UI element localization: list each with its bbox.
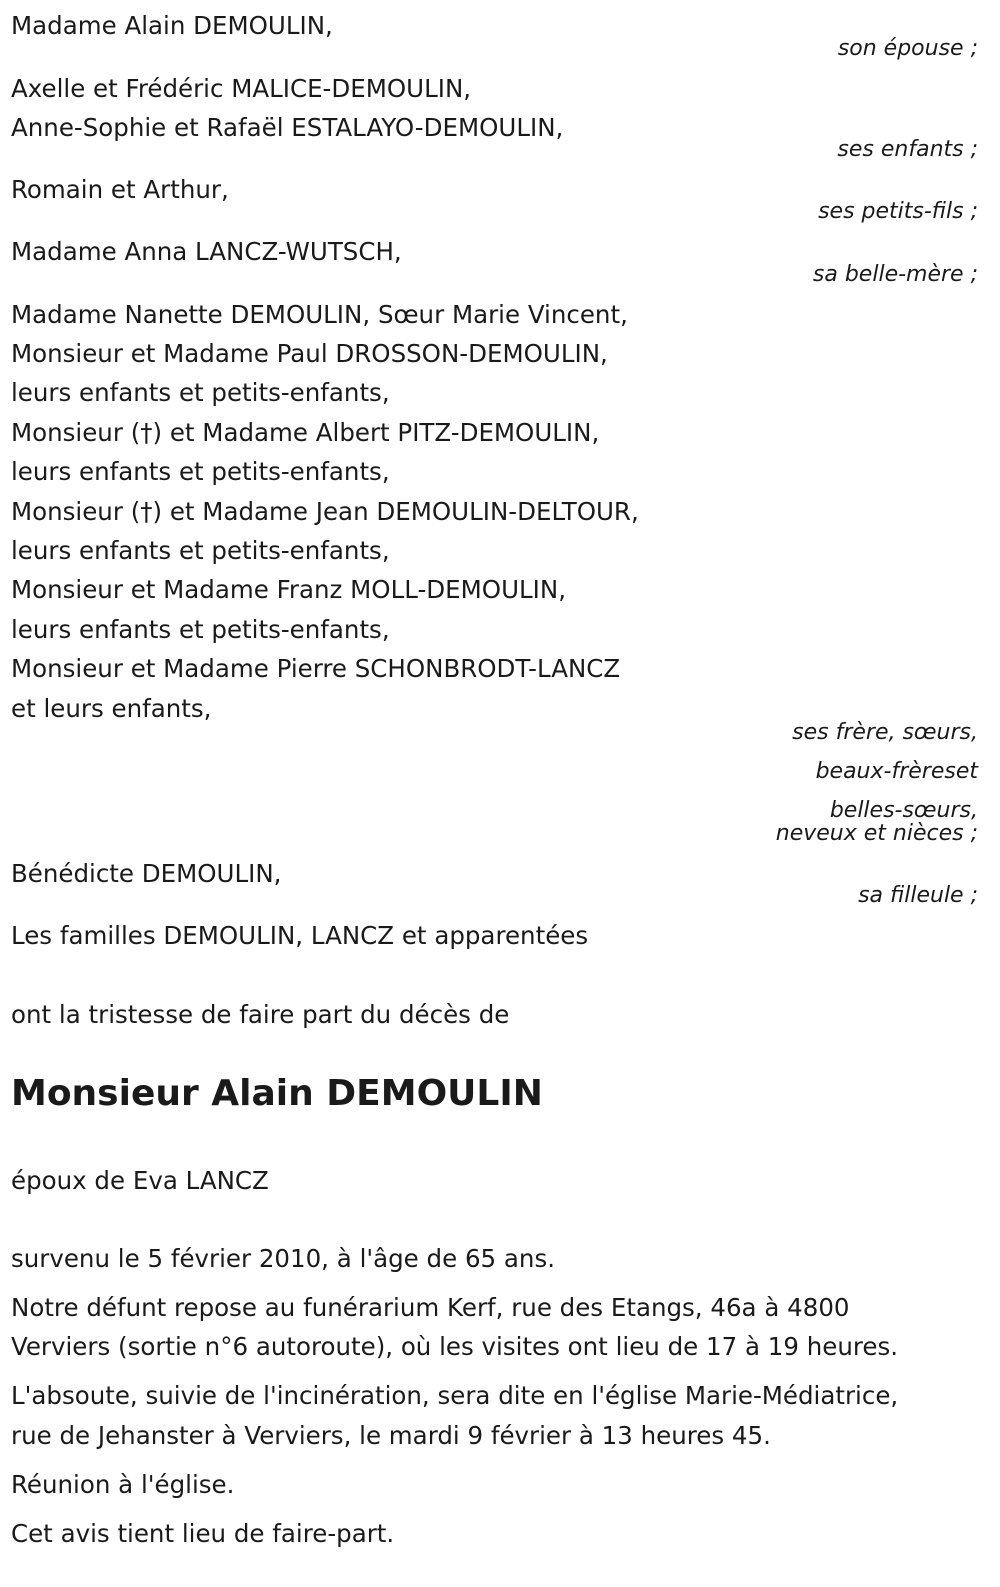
repose-line-1: Notre défunt repose au funérarium Kerf, rue des Etangs, 46a à 4800 — [11, 1293, 850, 1322]
notice-line: Cet avis tient lieu de faire-part. — [11, 1519, 395, 1548]
children-line-1: Axelle et Frédéric MALICE-DEMOULIN, — [11, 74, 472, 103]
goddaughter-line: Bénédicte DEMOULIN, — [11, 859, 282, 888]
death-info: survenu le 5 février 2010, à l'âge de 65 ans. — [11, 1244, 556, 1273]
children-role: ses enfants ; — [837, 137, 978, 162]
repose-line-2: Verviers (sortie n°6 autoroute), où les visites ont lieu de 17 à 19 heures. — [11, 1332, 899, 1361]
sibling-line: et leurs enfants, — [11, 694, 212, 723]
sibling-line: leurs enfants et petits-enfants, — [11, 615, 390, 644]
grandchildren-role: ses petits-fils ; — [818, 199, 978, 224]
sibling-line: leurs enfants et petits-enfants, — [11, 378, 390, 407]
announcement-intro: ont la tristesse de faire part du décès de — [11, 1000, 510, 1029]
families-line: Les familles DEMOULIN, LANCZ et apparentées — [11, 921, 589, 950]
sibling-line: Monsieur et Madame Pierre SCHONBRODT-LANCZ — [11, 654, 621, 683]
motherinlaw-role: sa belle-mère ; — [812, 262, 978, 287]
sibling-line: Madame Nanette DEMOULIN, Sœur Marie Vincent, — [11, 300, 628, 329]
deceased-name: Monsieur Alain DEMOULIN — [11, 1073, 543, 1114]
children-line-2: Anne-Sophie et Rafaël ESTALAYO-DEMOULIN, — [11, 113, 564, 142]
siblings-role: belles-sœurs, — [829, 798, 978, 823]
spouse-of: époux de Eva LANCZ — [11, 1166, 269, 1195]
motherinlaw-line: Madame Anna LANCZ-WUTSCH, — [11, 237, 402, 266]
sibling-line: leurs enfants et petits-enfants, — [11, 457, 390, 486]
siblings-role: neveux et nièces ; — [775, 821, 978, 846]
grandchildren-line: Romain et Arthur, — [11, 175, 229, 204]
spouse-line: Madame Alain DEMOULIN, — [11, 11, 333, 40]
siblings-role: ses frère, sœurs, — [792, 720, 978, 745]
goddaughter-role: sa filleule ; — [858, 883, 978, 908]
meeting-line: Réunion à l'église. — [11, 1470, 235, 1499]
sibling-line: leurs enfants et petits-enfants, — [11, 536, 390, 565]
ceremony-line-1: L'absoute, suivie de l'incinération, sera dite en l'église Marie-Médiatrice, — [11, 1381, 899, 1410]
sibling-line: Monsieur et Madame Paul DROSSON-DEMOULIN, — [11, 339, 608, 368]
siblings-role: beaux-frèreset — [815, 759, 978, 784]
spouse-role: son épouse ; — [837, 36, 978, 61]
sibling-line: Monsieur (†) et Madame Albert PITZ-DEMOULIN, — [11, 418, 600, 447]
sibling-line: Monsieur et Madame Franz MOLL-DEMOULIN, — [11, 575, 566, 604]
ceremony-line-2: rue de Jehanster à Verviers, le mardi 9 février à 13 heures 45. — [11, 1421, 771, 1450]
sibling-line: Monsieur (†) et Madame Jean DEMOULIN-DELTOUR, — [11, 497, 639, 526]
